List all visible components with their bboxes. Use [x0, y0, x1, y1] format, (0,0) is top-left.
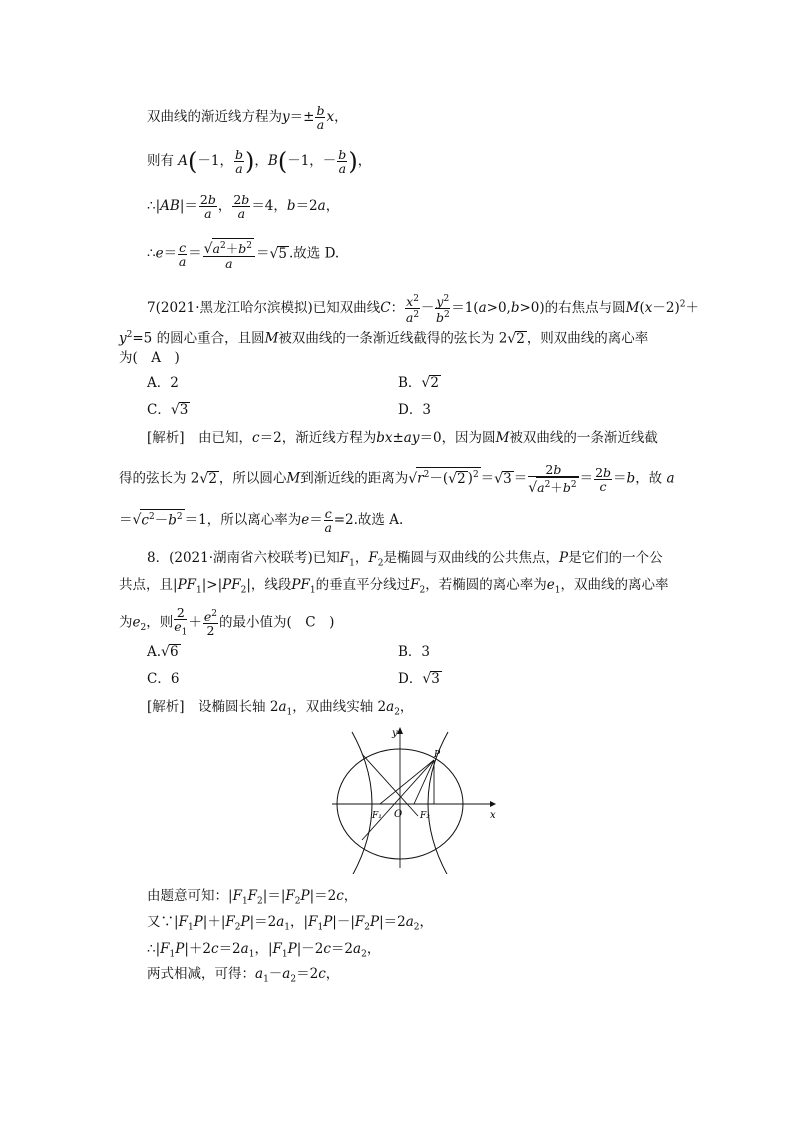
- text-line-1: 双曲线的渐近线方程为y＝± $\frac{b}{a}$ x，: [147, 103, 348, 132]
- q8-option-d: D．√3: [398, 671, 440, 687]
- text-line-3: ∴|AB|＝ $\frac{2b}{a}$ ， $\frac{2b}{a}$ ＝4，b＝2a，: [147, 192, 340, 221]
- q8-result-line-4: 两式相减，可得：$a_1-a_2=2c$，: [147, 966, 340, 985]
- y-label: y: [392, 728, 398, 739]
- q7-stem-line-1: 7(2021·黑龙江哈尔滨模拟)已知双曲线C： $\frac{x^2}{a^2}$ － $\frac{y^2}{b^2}$ ＝1(a>0,b>0)的右焦点与圆$M(x-2)^2+$: [147, 294, 699, 326]
- x-axis-arrow: [490, 801, 496, 807]
- line-f1-p: [362, 760, 434, 840]
- hyperbola-left-branch: [352, 732, 372, 874]
- q7-option-c: C．√3: [147, 402, 189, 418]
- q7-option-d: D．3: [398, 402, 431, 418]
- segment-f1-p: [380, 760, 434, 804]
- q7-solution-line-2: 得的弦长为 2√2 ，所以圆心M到渐近线的距离为$√r^2-(√2$ )$^2$ ＝√3 ＝ $\frac{2b}{√a^2+b^2}$ ＝ $\frac{2b}{c}$ ＝b，故 a: [119, 462, 675, 497]
- q8-solution-line-1: [解析] 设椭圆长轴 $2a_1$，双曲线实轴 $2a_2$，: [147, 699, 414, 718]
- q8-stem-line-1: 8．(2021·湖南省六校联考)已知$F_1$，$F_2$是椭圆与双曲线的公共焦点，P是它们的一个公: [147, 550, 663, 569]
- x-label: x: [490, 810, 496, 821]
- p-label: P: [434, 750, 441, 760]
- q7-solution-line-3: $=√c^2-b^2 =1$，所以离心率为e＝ $\frac{c}{a}$ =2.故选 A.: [119, 506, 404, 535]
- q7-option-a: A．2: [147, 375, 179, 391]
- y-axis-arrow: [397, 727, 403, 734]
- text-line-4: ∴e＝ $\frac{c}{a}$ ＝ $\frac{√a^2+b^2}{a}$ ＝√5 .故选 D.: [147, 239, 340, 272]
- q7-stem-line-3: 为( A ): [119, 350, 180, 366]
- f1-label: F₁: [372, 811, 382, 821]
- q8-stem-line-2: 共点，且$|PF_1|>|PF_2|$，线段$PF_1$的垂直平分线过$F_2$，若椭圆的离心率为$e_1$，双曲线的离心率: [119, 577, 669, 596]
- q8-stem-line-3: 为$e_2$，则 $\frac{2}{e_1}$ ＋ $\frac{e^2}{2}$ 的最小值为( C ): [119, 605, 335, 639]
- q8-option-a: A.√6: [147, 644, 179, 660]
- q8-option-b: B．3: [398, 644, 431, 660]
- segment-f2-top: [414, 760, 434, 804]
- q8-result-line-3: $\therefore|F_1P|+2c=2a_1$，$|F_1P|-2c=2a_2$，: [147, 941, 381, 960]
- f2-label: F₂: [420, 811, 430, 821]
- ellipse-hyperbola-figure: [330, 724, 500, 874]
- q8-result-line-1: 由题意可知：$|F_1F_2|=|F_2P|=2c$，: [147, 888, 358, 907]
- q7-stem-line-2: $y^2=5$ 的圆心重合，且圆M被双曲线的一条渐近线截得的弦长为 2√2 ，则双曲线的离心率: [119, 330, 649, 347]
- text-line-2: 则有 A(－1， $\frac{b}{a}$ )，B(－1，－ $\frac{b}{a}$ )，: [147, 147, 372, 176]
- q8-option-c: C．6: [147, 671, 180, 687]
- q7-option-b: B．√2: [398, 375, 439, 391]
- origin-label: O: [394, 809, 403, 820]
- q8-result-line-2: 又$\because|F_1P|+|F_2P|=2a_1$，$|F_1P|-|F_2P|=2a_2$，: [147, 914, 434, 933]
- q7-solution-line-1: [解析] 由已知，c＝2，渐近线方程为bx±ay＝0，因为圆M被双曲线的一条渐近线截: [147, 430, 658, 446]
